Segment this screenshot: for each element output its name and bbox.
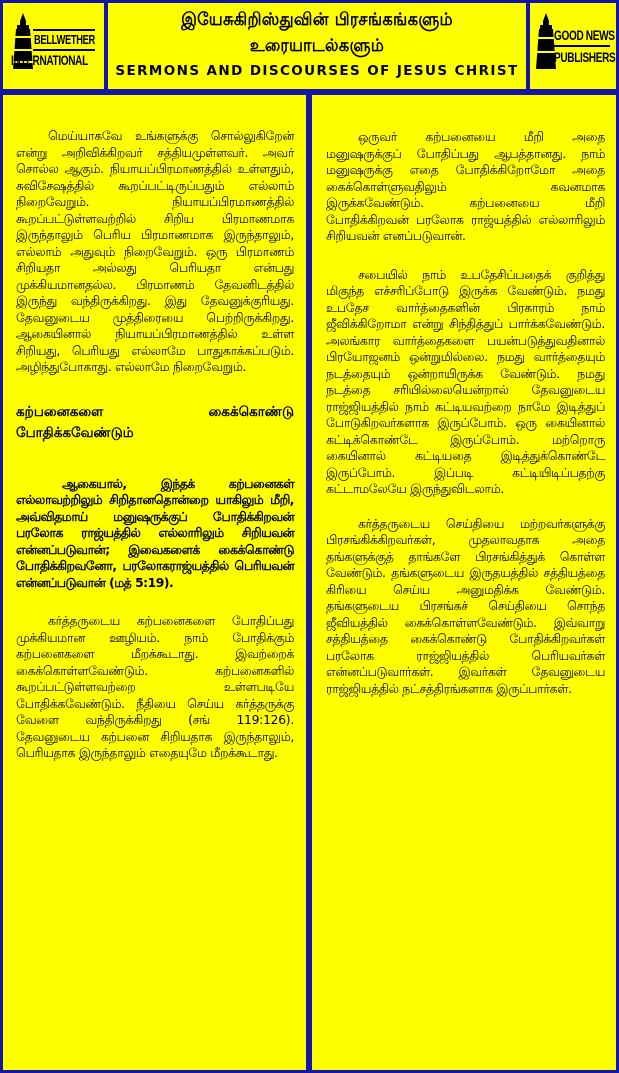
title-tamil-line1: இயேசுகிறிஸ்துவின் பிரசங்கங்களும்: [181, 10, 453, 30]
left-paragraph-3: கர்த்தருடைய கற்பனைகளை போதிப்பது முக்கியமான ஊழியம். நாம் போதிக்கும் கற்பனைகளை மீறக்கூடாது. இவற்றைக் கைக்கொள்ளவேண்டும். கற்பனைகளில் கூறப்பட்டுள்ளவற்றை உள்ளபடியே போதிக்கவேண்டும். நீதியை செய்ய கர்த்தருக்கு வேளை வந்திருக்கிறது (சங் 119:126). தேவனுடைய கற்பனை சிறியதாக இருந்தாலும், பெரியதாக இருந்தாலும் எதையுமே மீறக்கூடாது.: [16, 614, 294, 760]
logo-right-line2: PUBLISHERS: [554, 49, 616, 65]
good-news-logo: [530, 3, 616, 89]
logo-right-line1: GOOD NEWS: [554, 27, 615, 43]
logo-rule: [554, 45, 610, 47]
title-banner: [108, 3, 526, 89]
section-heading: கற்பனைகளை கைக்கொண்டு போதிக்கவேண்டும்: [16, 403, 294, 441]
logo-left-line1: BELLWETHER: [34, 32, 95, 47]
right-column: [312, 95, 616, 1070]
right-paragraph-1: ஒருவர் கற்பனையை மீறி அதை மனுஷருக்குப் போதிப்பது ஆபத்தானது. நாம் மனுஷருக்கு எதை போதிக்கிறோமோ அதை கைக்கொள்ளுவதிலும் கவனமாக இருக்கவேண்டும். கற்பனையை மீறி போதிக்கிறவன் பரலோக ராஜ்யத்தில் எல்லாரிலும் சிறியவன் எனப்படுவான்.: [326, 130, 605, 243]
bellwether-logo: [3, 3, 104, 89]
right-paragraph-2: சபையில் நாம் உபதேசிப்பதைக் குறித்து மிகுந்த எச்சரிப்போடு இருக்க வேண்டும். நமது உபதேச வார்த்தைகளின் பிரகாரம் நாம் ஜீவிக்கிறோமா என்று சிந்தித்துப் பார்க்கவேண்டும். அலங்கார வார்த்தைகளை பயன்படுத்துவதினால் பிரயோஜனம் ஒன்றுமில்லை. நமது வார்த்தையும் நடத்தையும் ஒன்றாயிருக்க வேண்டும். நமது நடத்தை சரியில்லையென்றால் தேவனுடைய ராஜ்ஜியத்தில் நாம் கட்டியவற்றை நாமே இடித்துப் போடுகிறவர்களாக இருப்போம். ஒரு கையினால் கட்டிக்கொண்டே இருப்போம். மற்றொரு கையினால் கட்டியதை இடித்துக்கொண்டே இருப்போம். இப்படி கட்டியிடிப்பதற்கு கட்டாமலேயே இருந்துவிடலாம்.: [326, 267, 605, 496]
right-paragraph-3: கர்த்தருடைய செய்தியை மற்றவர்களுக்கு பிரசங்கிக்கிறவர்கள், முதலாவதாக அதை தங்களுக்குத் தாங்களே பிரசங்கித்துக் கொள்ள வேண்டும். தங்களுடைய இருதயத்தில் சத்தியத்தை கிரியை செய்ய அனுமதிக்க வேண்டும். தங்களுடைய பிரசங்கச் செய்தியை சொந்த ஜீவியத்தில் கைக்கொள்ளவேண்டும். இவ்வாறு சத்தியத்தை கைக்கொண்டு போதிக்கிறவர்கள் பரலோக ராஜ்ஜியத்தில் பெரியவர்கள் என்னப்படுவார்கள். இவர்கள் தேவனுடைய ராஜ்ஜியத்தில் நட்சத்திரங்களாக இருப்பார்கள்.: [326, 516, 605, 696]
scripture-quote: ஆகையால், இந்தக் கற்பனைகள் எல்லாவற்றிலும் சிறிதானதொன்றை யாகிலும் மீறி, அவ்விதமாய் மனுஷருக்குப் போதிக்கிறவன் பரலோக ராஜ்யத்தில் எல்லாரிலும் சிறியவன் என்னப்படுவான்; இவைகளைக் கைக்கொண்டு போதிக்கிறவனோ, பரலோகராஜ்யத்தில் பெரியவன் என்னப்படுவான் (மத் 5:19).: [16, 476, 294, 590]
logo-rule: [33, 49, 95, 51]
left-paragraph-1: மெய்யாகவே உங்களுக்கு சொல்லுகிறேன் என்று அறிவிக்கிறவர் சத்தியமுள்ளவர். அவர் சொல்ல ஆகும். நியாயப்பிரமாணத்தில் உள்ளதும், சுவிசேஷத்தில் கூறப்பட்டிருப்பதும் எல்லாம் நிறைவேறும். நியாயப்பிரமாணத்தில் கூறப்பட்டுள்ளவற்றில் சிறிய பிரமாணமாக இருந்தாலும் பெரிய பிரமாணமாக இருந்தாலும், எல்லாம் அதுவும் நிறைவேறும். ஒரு பிரமாணம் சிறியதா அல்லது பெரியதா என்பது முக்கியமானதல்ல. பிரமாணம் தேவனிடத்தில் இருந்து வந்திருக்கிறது. இது தேவனுக்குரியது. தேவனுடைய முத்திரையை பெற்றிருக்கிறது. ஆகையினால் நியாயப்பிரமாணத்தில் உள்ள சிறியது, பெரியது எல்லாமே பாதுகாக்கப்படும். அழிந்துபோகாது. எல்லாமே நிறைவேறும்.: [16, 129, 294, 374]
left-column: [3, 95, 306, 1070]
bell-icon: [536, 11, 556, 71]
title-tamil-line2: உரையாடல்களும்: [249, 36, 385, 56]
title-english: SERMONS AND DISCOURSES OF JESUS CHRIST: [115, 63, 519, 79]
logo-left-line2: INTERNATIONAL: [11, 52, 88, 68]
